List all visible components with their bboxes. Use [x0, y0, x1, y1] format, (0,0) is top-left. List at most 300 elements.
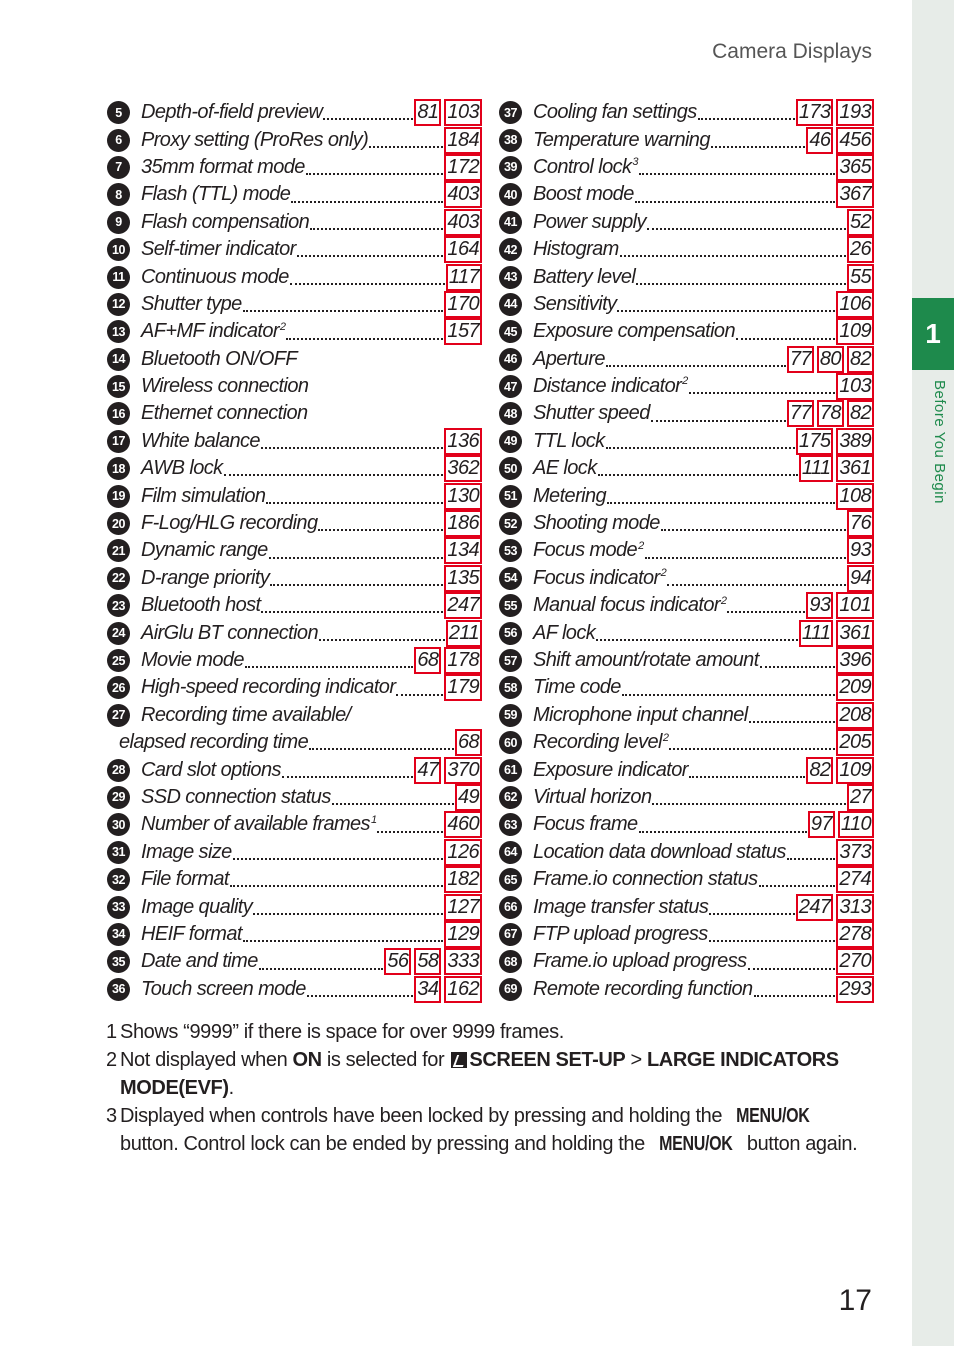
- page-link[interactable]: 193: [836, 99, 874, 126]
- page-refs: [836, 318, 874, 345]
- dot-leader: [286, 338, 443, 340]
- dot-leader: [617, 310, 835, 312]
- callout-number: 49: [499, 430, 522, 453]
- page-link[interactable]: 278: [836, 921, 874, 948]
- footnote-ref: 3: [632, 156, 638, 169]
- entry-label: TTL lock: [533, 429, 605, 452]
- entry-label: Movie mode: [141, 649, 244, 671]
- page-link[interactable]: 82: [847, 346, 874, 373]
- entry-label: Exposure indicator: [533, 758, 688, 781]
- dot-leader: [596, 639, 798, 641]
- callout-number: 16: [107, 402, 130, 425]
- footnote-ref: 1: [370, 813, 377, 826]
- entry-label: Boost mode: [533, 183, 634, 206]
- page-link[interactable]: 396: [836, 647, 874, 674]
- page-link[interactable]: 80: [817, 346, 844, 373]
- page-refs: [444, 483, 482, 510]
- entry-label: White balance: [141, 429, 260, 452]
- index-entry: [107, 811, 482, 838]
- dot-leader: [636, 283, 846, 285]
- entry-label: Flash (TTL) mode: [141, 183, 291, 206]
- index-entry: [107, 510, 482, 537]
- dot-leader: [748, 968, 836, 970]
- callout-number: 8: [107, 183, 130, 206]
- index-entry: [107, 291, 482, 318]
- index-entry: [499, 565, 874, 592]
- entry-label: Exposure compensation: [533, 320, 735, 343]
- page-link[interactable]: 361: [836, 620, 874, 647]
- page-refs: [444, 894, 482, 921]
- page-refs: [847, 784, 874, 811]
- callout-number: 34: [107, 923, 130, 946]
- index-entry: [107, 948, 482, 975]
- page-refs: [414, 99, 482, 126]
- entry-label: Focus frame: [533, 813, 638, 836]
- entry-label: Power supply: [533, 210, 646, 233]
- callout-number: 23: [107, 594, 130, 617]
- callout-number: 14: [107, 348, 130, 371]
- page-link[interactable]: 270: [836, 948, 874, 975]
- page-link[interactable]: 293: [836, 976, 874, 1003]
- entry-label: Time code: [533, 676, 621, 699]
- dot-leader: [606, 365, 786, 367]
- dot-leader: [709, 913, 795, 915]
- page-link[interactable]: 111: [799, 620, 834, 647]
- callout-number: 5: [107, 101, 130, 124]
- entry-label: Location data download status: [533, 840, 786, 863]
- callout-number: 41: [499, 211, 522, 234]
- page-refs: [836, 181, 874, 208]
- entry-label: Microphone input channel: [533, 703, 748, 726]
- dot-leader: [396, 694, 443, 696]
- page-link[interactable]: 108: [836, 483, 874, 510]
- page-link[interactable]: 76: [847, 510, 874, 537]
- dot-leader: [261, 611, 443, 613]
- page-refs: [836, 948, 874, 975]
- entry-label: Self-timer indicator: [141, 238, 296, 261]
- page-link[interactable]: 82: [806, 757, 833, 784]
- callout-number: 30: [107, 813, 130, 836]
- page-refs: [444, 455, 482, 482]
- callout-number: 50: [499, 457, 522, 480]
- dot-leader: [749, 721, 836, 723]
- callout-number: 62: [499, 786, 522, 809]
- menu-ok-button-label: MENU/OK: [736, 1105, 810, 1127]
- page-refs: [414, 647, 482, 674]
- page-link[interactable]: 49: [455, 784, 482, 811]
- callout-number: 61: [499, 759, 522, 782]
- index-entry: [499, 373, 874, 400]
- page-refs: [836, 729, 874, 756]
- callout-number: 27: [107, 704, 130, 727]
- index-entry: [107, 428, 482, 455]
- callout-number: 45: [499, 320, 522, 343]
- dot-leader: [607, 502, 835, 504]
- index-entry: [107, 756, 482, 783]
- index-entry: [499, 674, 874, 701]
- page-refs: [444, 592, 482, 619]
- dot-leader: [620, 255, 846, 257]
- page-number: 17: [838, 1284, 872, 1317]
- callout-number: 21: [107, 539, 130, 562]
- page-link[interactable]: 403: [444, 181, 482, 208]
- entry-label: Card slot options: [141, 758, 281, 781]
- entry-label: Metering: [533, 484, 607, 507]
- callout-number: 47: [499, 375, 522, 398]
- page-link[interactable]: 370: [444, 757, 482, 784]
- page-link[interactable]: 101: [836, 592, 874, 619]
- page-refs: [444, 154, 482, 181]
- page-link[interactable]: 208: [836, 702, 874, 729]
- page-link[interactable]: 175: [796, 428, 834, 455]
- footnote-ref: 2: [279, 320, 286, 333]
- page-refs: [446, 264, 482, 291]
- page-link[interactable]: 117: [446, 264, 482, 291]
- dot-leader: [711, 146, 806, 148]
- index-column-right: [499, 99, 874, 1003]
- screen-setup-icon: [451, 1052, 467, 1068]
- callout-number: 53: [499, 539, 522, 562]
- page-link[interactable]: 403: [444, 209, 482, 236]
- index-entry: [499, 263, 874, 290]
- footnote-ref: 2: [682, 375, 688, 388]
- page-link[interactable]: 58: [414, 948, 441, 975]
- index-entry: [499, 181, 874, 208]
- dot-leader: [323, 118, 413, 120]
- page-link[interactable]: 186: [444, 510, 482, 537]
- dot-leader: [290, 283, 445, 285]
- page-refs: [444, 127, 482, 154]
- page-refs: [444, 209, 482, 236]
- index-entry: [499, 702, 874, 729]
- index-entry: [499, 976, 874, 1003]
- page-refs: [799, 455, 874, 482]
- dot-leader: [727, 611, 805, 613]
- page-link[interactable]: 52: [847, 209, 874, 236]
- callout-number: 42: [499, 238, 522, 261]
- page-link[interactable]: 172: [444, 154, 482, 181]
- page-link[interactable]: 82: [847, 400, 874, 427]
- index-entry: [499, 647, 874, 674]
- entry-label: Frame.io connection status: [533, 868, 758, 891]
- page-refs: [836, 373, 874, 400]
- dot-leader: [652, 803, 845, 805]
- page-link[interactable]: 34: [414, 976, 441, 1003]
- callout-number: 46: [499, 348, 522, 371]
- page-refs: [384, 948, 482, 975]
- page-link[interactable]: 247: [796, 894, 834, 921]
- dot-leader: [259, 968, 384, 970]
- entry-label: Depth-of-field preview: [141, 101, 323, 124]
- callout-number: 37: [499, 101, 522, 124]
- page-link[interactable]: 68: [414, 647, 441, 674]
- page-link[interactable]: 367: [836, 181, 874, 208]
- page-link[interactable]: 106: [836, 291, 874, 318]
- page-link[interactable]: 26: [847, 236, 874, 263]
- entry-label: Manual focus indicator$^2$: [533, 594, 727, 617]
- page-link[interactable]: 365: [836, 154, 874, 181]
- page-link[interactable]: 136: [444, 428, 482, 455]
- footnote-3: 3 Displayed when controls have been locked by pressing and holding the MENU/OK button. Control lock can be ended by pressing and holding the MENU/OK button again.: [106, 1102, 876, 1158]
- callout-number: 64: [499, 841, 522, 864]
- index-entry: [107, 647, 482, 674]
- dot-leader: [270, 584, 443, 586]
- entry-label: Focus indicator$^2$: [533, 566, 667, 589]
- page-refs: [836, 154, 874, 181]
- dot-leader: [310, 228, 443, 230]
- dot-leader: [369, 146, 443, 148]
- page-link[interactable]: 97: [808, 811, 835, 838]
- index-entry: [107, 99, 482, 126]
- dot-leader: [759, 885, 836, 887]
- callout-number: 40: [499, 183, 522, 206]
- callout-number: 15: [107, 375, 130, 398]
- page-refs: [806, 757, 874, 784]
- page-link[interactable]: 77: [787, 400, 814, 427]
- page-link[interactable]: 93: [847, 537, 874, 564]
- index-entry: [107, 866, 482, 893]
- entry-label: File format: [141, 868, 229, 891]
- callout-number: 59: [499, 704, 522, 727]
- page-refs: [444, 537, 482, 564]
- index-entry: [499, 291, 874, 318]
- chapter-tab[interactable]: [912, 298, 954, 370]
- index-entry: [499, 236, 874, 263]
- page-link[interactable]: 135: [444, 565, 482, 592]
- page-refs: [414, 757, 482, 784]
- page-refs: [847, 209, 874, 236]
- entry-label: AirGlu BT connection: [141, 621, 318, 644]
- entry-label: F-Log/HLG recording: [141, 512, 318, 535]
- page-link[interactable]: 184: [444, 127, 482, 154]
- page-link[interactable]: 78: [817, 400, 844, 427]
- page-link[interactable]: 81: [414, 99, 441, 126]
- page-link[interactable]: 103: [444, 99, 482, 126]
- page-refs: [446, 620, 482, 647]
- index-entry: [499, 592, 874, 619]
- page-link[interactable]: 313: [836, 894, 874, 921]
- index-entry: [499, 346, 874, 373]
- callout-number: 31: [107, 841, 130, 864]
- page-link[interactable]: 77: [787, 346, 814, 373]
- dot-leader: [269, 557, 444, 559]
- index-entry: [107, 482, 482, 509]
- callout-number: 58: [499, 676, 522, 699]
- page-refs: [444, 318, 482, 345]
- page-refs: [444, 866, 482, 893]
- page-refs: [444, 291, 482, 318]
- callout-number: 24: [107, 622, 130, 645]
- page-link[interactable]: 247: [444, 592, 482, 619]
- index-entry: [499, 537, 874, 564]
- footnotes: [106, 1018, 876, 1158]
- index-entry: [499, 784, 874, 811]
- entry-label: D-range priority: [141, 566, 270, 589]
- callout-number: 67: [499, 923, 522, 946]
- dot-leader: [689, 776, 806, 778]
- page-link[interactable]: 179: [444, 674, 482, 701]
- dot-leader: [261, 447, 443, 449]
- dot-leader: [224, 474, 444, 476]
- page-refs: [455, 729, 482, 756]
- page-refs: [836, 702, 874, 729]
- entry-label: Battery level: [533, 265, 636, 288]
- dot-leader: [698, 118, 795, 120]
- page-refs: [847, 510, 874, 537]
- page-refs: [836, 483, 874, 510]
- entry-label: Virtual horizon: [533, 785, 652, 808]
- page-link[interactable]: 129: [444, 921, 482, 948]
- index-entry: [107, 181, 482, 208]
- page-link[interactable]: 110: [838, 811, 874, 838]
- page-refs: [787, 400, 874, 427]
- section-header: Camera Displays: [712, 40, 872, 63]
- entry-label: FTP upload progress: [533, 922, 708, 945]
- index-entry: [499, 318, 874, 345]
- index-entry: [107, 400, 482, 427]
- index-entry: [499, 126, 874, 153]
- entry-label: Temperature warning: [533, 128, 710, 151]
- page-link[interactable]: 103: [836, 373, 874, 400]
- page-link[interactable]: 389: [836, 428, 874, 455]
- page-link[interactable]: 333: [444, 948, 482, 975]
- page-link[interactable]: 182: [444, 866, 482, 893]
- dot-leader: [309, 748, 454, 750]
- page-link[interactable]: 46: [806, 127, 833, 154]
- page-link[interactable]: 126: [444, 839, 482, 866]
- callout-number: 13: [107, 320, 130, 343]
- callout-number: 22: [107, 567, 130, 590]
- index-entry: [107, 126, 482, 153]
- callout-number: 51: [499, 485, 522, 508]
- callout-number: 65: [499, 868, 522, 891]
- page-refs: [847, 537, 874, 564]
- dot-leader: [243, 940, 444, 942]
- entry-label: Remote recording function: [533, 977, 753, 1000]
- page-link[interactable]: 68: [455, 729, 482, 756]
- page-refs: [836, 647, 874, 674]
- page-link[interactable]: 93: [806, 592, 833, 619]
- callout-number: 48: [499, 402, 522, 425]
- page-link[interactable]: 456: [836, 127, 874, 154]
- callout-number: 55: [499, 594, 522, 617]
- page-link[interactable]: 55: [847, 264, 874, 291]
- page-link[interactable]: 56: [384, 948, 411, 975]
- page-link[interactable]: 211: [446, 620, 482, 647]
- page-link[interactable]: 373: [836, 839, 874, 866]
- page-link[interactable]: 27: [847, 784, 874, 811]
- page-link[interactable]: 209: [836, 674, 874, 701]
- dot-leader: [332, 803, 454, 805]
- page-link[interactable]: 362: [444, 455, 482, 482]
- page-refs: [847, 565, 874, 592]
- page-refs: [836, 976, 874, 1003]
- index-entry: [107, 976, 482, 1003]
- index-entry: [107, 373, 482, 400]
- entry-label: Number of available frames$^1$: [141, 813, 377, 836]
- page-link[interactable]: 127: [444, 894, 482, 921]
- page-link[interactable]: 205: [836, 729, 874, 756]
- page-link[interactable]: 109: [836, 757, 874, 784]
- entry-label: Wireless connection: [141, 375, 309, 398]
- page-link[interactable]: 109: [836, 318, 874, 345]
- page-refs: [796, 428, 874, 455]
- page-link[interactable]: 157: [444, 318, 482, 345]
- dot-leader: [669, 748, 835, 750]
- index-entry: [499, 811, 874, 838]
- index-entry: [107, 784, 482, 811]
- entry-label: Dynamic range: [141, 539, 268, 562]
- page-link[interactable]: 164: [444, 236, 482, 263]
- chapter-number: 1: [925, 318, 941, 349]
- page-refs: [444, 181, 482, 208]
- dot-leader: [754, 995, 836, 997]
- callout-number: 60: [499, 731, 522, 754]
- callout-number: 56: [499, 622, 522, 645]
- page-refs: [836, 866, 874, 893]
- page-link[interactable]: 460: [444, 811, 482, 838]
- page-link[interactable]: 94: [847, 565, 874, 592]
- entry-label: Image transfer status: [533, 895, 709, 918]
- page-refs: [444, 510, 482, 537]
- page-refs: [836, 921, 874, 948]
- page-refs: [444, 236, 482, 263]
- callout-number: 43: [499, 266, 522, 289]
- entry-label: Histogram: [533, 238, 619, 261]
- dot-leader: [318, 529, 443, 531]
- callout-number: 6: [107, 129, 130, 152]
- dot-leader: [647, 228, 846, 230]
- dot-leader: [709, 940, 836, 942]
- footnote-ref: 2: [662, 731, 669, 744]
- page-link[interactable]: 47: [414, 757, 441, 784]
- index-entry: [499, 729, 874, 756]
- entry-label: Ethernet connection: [141, 402, 308, 425]
- page-link[interactable]: 134: [444, 537, 482, 564]
- page-link[interactable]: 361: [836, 455, 874, 482]
- callout-number: 52: [499, 512, 522, 535]
- entry-label: Shutter type: [141, 292, 242, 315]
- page-link[interactable]: 173: [796, 99, 834, 126]
- page-link[interactable]: 274: [836, 866, 874, 893]
- footnote-ref: 2: [638, 539, 644, 552]
- page-refs: [836, 291, 874, 318]
- page-link[interactable]: 111: [799, 455, 834, 482]
- page-link[interactable]: 170: [444, 291, 482, 318]
- callout-number: 63: [499, 813, 522, 836]
- callout-number: 28: [107, 759, 130, 782]
- index-entry: [107, 154, 482, 181]
- entry-label: 35mm format mode: [141, 155, 305, 178]
- index-entry: [107, 565, 482, 592]
- callout-number: 69: [499, 978, 522, 1001]
- callout-number: 57: [499, 649, 522, 672]
- dot-leader: [667, 584, 846, 586]
- callout-number: 7: [107, 156, 130, 179]
- page-link[interactable]: 130: [444, 483, 482, 510]
- index-column-left: [107, 99, 482, 1003]
- page-refs: [836, 674, 874, 701]
- index-entry: [499, 482, 874, 509]
- page-link[interactable]: 162: [444, 976, 482, 1003]
- page-link[interactable]: 178: [444, 647, 482, 674]
- callout-number: 29: [107, 786, 130, 809]
- dot-leader: [787, 858, 836, 860]
- index-entry: [107, 318, 482, 345]
- entry-label: Focus mode$^2$: [533, 539, 644, 562]
- callout-number: 54: [499, 567, 522, 590]
- footnote-2: 2 Not displayed when ON is selected for SCREEN SET-UP > LARGE INDICATORS MODE(EVF).: [106, 1049, 839, 1099]
